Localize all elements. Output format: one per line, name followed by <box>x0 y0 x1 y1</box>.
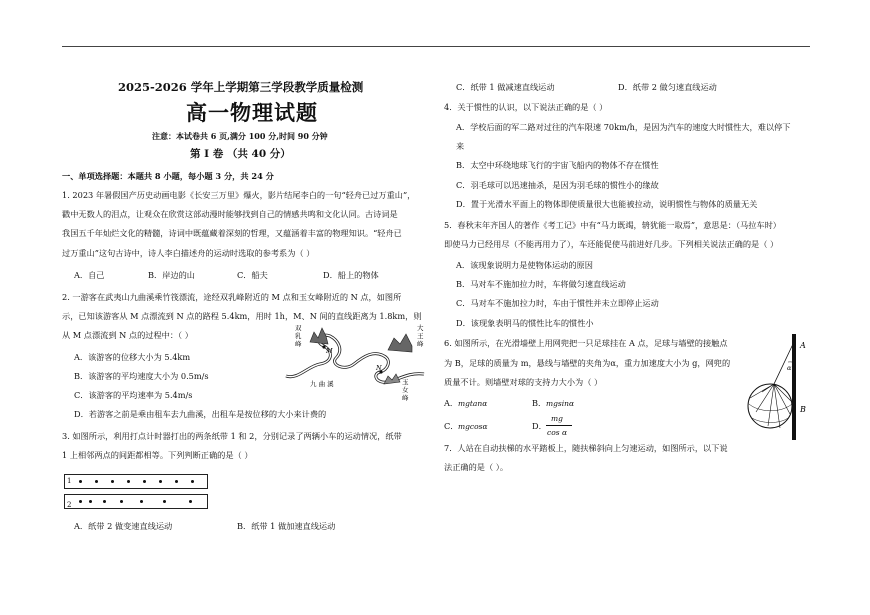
q1-line: 戳中无数人的泪点，让观众在欣赏这部动漫时能够找到自己的情感共鸣和文化认同。古诗词是 <box>62 209 398 219</box>
dawang-peak <box>388 334 412 352</box>
tape-dot <box>189 500 192 503</box>
tape-dot <box>140 500 143 503</box>
river-map-figure <box>284 320 430 402</box>
q4-stem: 4．关于惯性的认识，以下说法正确的是（ ） <box>444 102 608 112</box>
label-n: N <box>376 364 382 372</box>
tape-label-1: 1 <box>67 477 72 485</box>
label-jiuqu: 九 曲 溪 <box>310 380 334 388</box>
tape-label-2: 2 <box>67 501 72 509</box>
q1-option-a: A．自己 <box>74 270 105 280</box>
label-dawang: 王 <box>417 332 424 340</box>
label-yunv: 玉 <box>402 378 409 386</box>
q5-line: 即使马力已经用尽（不能再用力了），车还能促使马前进好几步。下列相关说法正确的是（ ） <box>444 239 779 249</box>
q6-option-c: mgcosα <box>458 422 488 431</box>
q6-option-d-denominator: cos α <box>547 428 568 437</box>
label-shuangru: 双 <box>295 324 302 332</box>
q4-option-c: C．羽毛球可以迅速抽杀，是因为羽毛球的惯性小的缘故 <box>456 180 659 190</box>
label-a: A <box>800 341 806 350</box>
tape-dot <box>175 480 178 483</box>
q6-option-a: mgtanα <box>458 399 488 408</box>
q3-line: 3. 如图所示，利用打点计时器打出的两条纸带 1 和 2，分别记录了两辆小车的运动情况，纸带 <box>62 431 402 441</box>
q2-line: 2. 一游客在武夷山九曲溪乘竹筏漂流，途经双乳峰附近的 M 点和玉女峰附近的 N 点，如图所 <box>62 292 402 302</box>
header-rule <box>62 46 810 47</box>
paper-tape-2 <box>64 494 208 509</box>
q5-option-c: C．马对车不施加拉力时，车由于惯性并未立即停止运动 <box>456 298 659 308</box>
q2-line: 从 M 点漂流到 N 点的过程中：（ ） <box>62 330 193 340</box>
q4-option-a: A．学校后面的军二路对过往的汽车限速 70km/h，是因为汽车的速度大时惯性大，难以停下 <box>456 122 791 132</box>
q1-option-d: D．船上的物体 <box>323 270 379 280</box>
q6-option-d-letter: D． <box>532 421 547 431</box>
q5-option-b: B．马对车不施加拉力时，车将做匀速直线运动 <box>456 279 626 289</box>
volume-title: 第 I 卷 （共 40 分） <box>190 148 291 160</box>
q3-option-b: B．纸带 1 做加速直线运动 <box>237 521 336 531</box>
tape-dot <box>127 480 130 483</box>
tape-dot <box>120 500 123 503</box>
q6-line: 为 B，足球的质量为 m，悬线与墙壁的夹角为α，重力加速度大小为 g，网兜的 <box>444 358 731 368</box>
q1-option-c: C．船夫 <box>237 270 268 280</box>
q1-line: 过万重山”这句古诗中，诗人李白描述舟的运动时选取的参考系为（ ） <box>62 248 315 258</box>
q2-option-a: A．该游客的位移大小为 5.4km <box>74 352 191 362</box>
q1-line: 1. 2023 年暑假国产历史动画电影《长安三万里》爆火，影片结尾李白的一句“轻舟已过万重山”， <box>62 190 416 200</box>
label-dawang: 峰 <box>417 340 424 348</box>
tape-dot <box>79 500 82 503</box>
label-shuangru: 乳 <box>295 332 302 340</box>
q4-option-b: B．太空中环绕地球飞行的宇宙飞船内的物体不存在惯性 <box>456 160 659 170</box>
q6-line: 6. 如图所示，在光滑墙壁上用网兜把一只足球挂在 A 点，足球与墙壁的接触点 <box>444 338 728 348</box>
tape-dot <box>79 480 82 483</box>
q4-option-a-cont: 来 <box>456 141 465 151</box>
exam-title: 2025-2026 学年上学期第三学段教学质量检测 <box>118 80 364 94</box>
wall <box>792 334 796 440</box>
q2-option-b: B．该游客的平均速度大小为 0.5m/s <box>74 371 209 381</box>
q7-line: 7．人站在自动扶梯的水平踏板上，随扶梯斜向上匀速运动，如图所示，以下说 <box>444 443 728 453</box>
q2-line: 示，已知该游客从 M 点漂流到 N 点的路程 5.4km，用时 1h，M、N 间的直线距离为 1.8km，则 <box>62 311 422 321</box>
q3-option-d: D．纸带 2 做匀速直线运动 <box>618 82 717 92</box>
q6-option-c-letter: C． <box>444 421 459 431</box>
label-m: M <box>326 347 333 355</box>
q3-option-a: A．纸带 2 做变速直线运动 <box>74 521 173 531</box>
q1-option-b: B．岸边的山 <box>148 270 195 280</box>
q2-option-c: C．该游客的平均速率为 5.4m/s <box>74 390 193 400</box>
q6-option-d-numerator: mg <box>551 414 563 423</box>
label-yunv: 峰 <box>402 394 409 402</box>
tape-dot <box>103 500 106 503</box>
q2-option-d: D．若游客之前是乘由租车去九曲溪，出租车是按位移的大小来计费的 <box>74 409 327 419</box>
q6-line: 质量不计。则墙壁对球的支持力大小为（ ） <box>444 377 603 387</box>
tape-dot <box>191 480 194 483</box>
football-wall-figure <box>738 332 818 444</box>
tape-dot <box>111 480 114 483</box>
q3-line: 1 上相邻两点的间距都相等。下列判断正确的是（ ） <box>62 450 253 460</box>
q3-option-c: C．纸带 1 做减速直线运动 <box>456 82 555 92</box>
q5-option-d: D．该现象表明马的惯性比车的惯性小 <box>456 318 594 328</box>
q1-line: 我国五千年灿烂文化的精髓，诗词中既蕴藏着深刻的哲理，又蕴涵着丰富的物理知识。“轻舟已 <box>62 228 402 238</box>
tape-dot <box>95 480 98 483</box>
q7-line: 法正确的是（ ）。 <box>444 462 509 472</box>
q5-line: 5．春秋末年齐国人的著作《考工记》中有“马力既竭，辀犹能一取焉”，意思是：（马拉车时） <box>444 220 781 230</box>
label-shuangru: 峰 <box>295 340 302 348</box>
q5-option-a: A．该现象说明力是使物体运动的原因 <box>456 260 593 270</box>
label-b: B <box>800 405 806 414</box>
q6-option-a-letter: A． <box>444 398 459 408</box>
label-yunv: 女 <box>402 386 409 394</box>
q4-option-d: D．置于光滑水平面上的物体即使质量很大也能被拉动，说明惯性与物体的质量无关 <box>456 199 758 209</box>
label-dawang: 大 <box>417 324 424 332</box>
tape-dot <box>159 480 162 483</box>
tape-dot <box>89 500 92 503</box>
q6-option-b: mgsinα <box>546 399 575 408</box>
label-alpha: α <box>787 364 792 372</box>
tape-dot <box>143 480 146 483</box>
exam-note: 注意：本试卷共 6 页,满分 100 分,时间 90 分钟 <box>152 131 328 141</box>
subject-title: 高一物理试题 <box>186 100 318 125</box>
yunv-peak <box>384 374 400 384</box>
paper-tape-1 <box>64 474 208 489</box>
shuangru-peak <box>310 328 328 344</box>
fraction-bar <box>546 425 572 426</box>
tape-dot <box>163 500 166 503</box>
section-title: 一、单项选择题：本题共 8 小题，每小题 3 分，共 24 分 <box>62 171 274 181</box>
q6-option-b-letter: B． <box>532 398 547 408</box>
